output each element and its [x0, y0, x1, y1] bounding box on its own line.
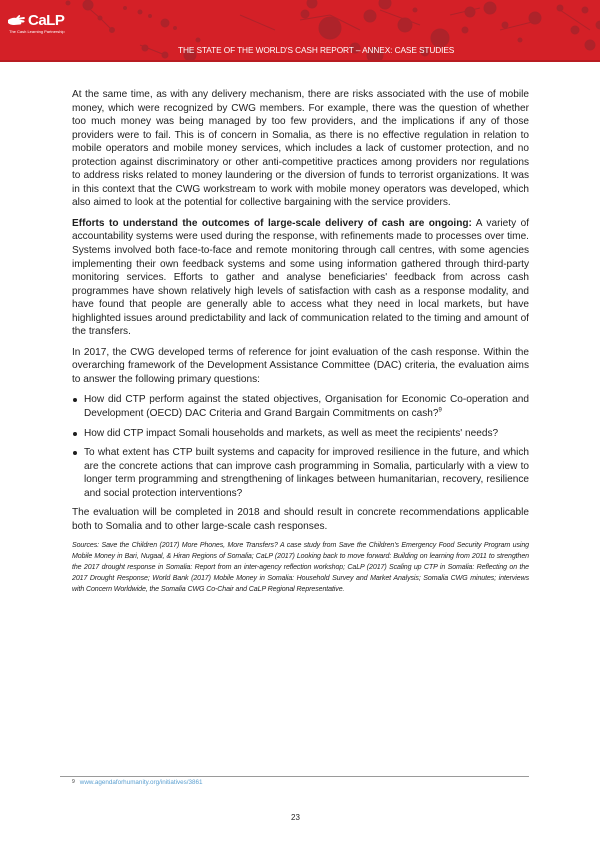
page-content [72, 88, 529, 602]
running-title: THE STATE OF THE WORLD'S CASH REPORT – ANNEX: CASE STUDIES [178, 45, 455, 55]
header-bottom-rule [0, 60, 600, 62]
paragraph-lead-in: Efforts to understand the outcomes of large-scale delivery of cash are ongoing: [72, 217, 472, 229]
list-item [72, 427, 529, 441]
list-item-text: How did CTP impact Somali households and markets, as well as meet the recipients' needs? [84, 427, 499, 439]
calp-logo [8, 12, 64, 29]
list-item-text: To what extent has CTP built systems and capacity for improved resilience in the future, and which are the concrete actions that can improve cash programming in Somalia, particularly with a view to longer term programming and strengthening of linkages between humanitarian, recovery, resilience and social protection interventions? [84, 447, 529, 499]
paragraph-evaluation-intro: In 2017, the CWG developed terms of reference for joint evaluation of the cash response. Within the overarching framework of the Development Assistance Committee (DAC) criteria, the evaluation aims to answer the following primary questions: [72, 346, 529, 385]
paragraph-mobile-money-risks: At the same time, as with any delivery mechanism, there are risks associated with the use of mobile money, which were recognized by CWG members. For example, there was the question of whether too much money was being managed by too few providers, and the implications if any of those providers were to fail. This is of concern in Somalia, as there is no effective regulation in relation to mobile operators and mobile money services, which includes a lack of customer protection, and no protection against discriminatory or other anti-competitive practices among providers nor regulations to address risks related to money laundering or the diversion of funds to terrorist organizations. It was in this context that the CWG workstream to work with mobile money operators was developed, which also aimed to look at the potential for collective bargaining with the service providers. [72, 89, 529, 209]
footnote-number: 9 [72, 779, 75, 785]
bullet-icon [73, 432, 77, 436]
page-header [0, 0, 600, 62]
logo-tagline: The Cash Learning Partnership [9, 29, 65, 34]
list-item [72, 446, 529, 500]
paragraph-body: A variety of accountability systems were used during the response, with refinements made to processes over time. Systems involved both face-to-face and remote monitoring through call centres, with some agencies implementing their own feedback systems and some using information gathered through third-party monitoring services. Efforts to gather and analyse beneficiaries' feedback from across cash programmes have shown relatively high levels of satisfaction with cash as a response modality, and have found that people are generally able to access what they need in local markets, but have highlighted issues around predictability and lack of communication related to the timing and amount of the transfers. [72, 217, 529, 338]
sources-note: Sources: Save the Children (2017) More Phones, More Transfers? A case study from Save the Children's Emergency Food Security Program using Mobile Money in Bari, Nugaal, & Hiran Regions of Somalia; CaLP (2017) Looking back to move forward: Building on learning from 2011 to strengthen the 2017 drought response in Somalia: Report from an inter-agency reflection workshop; CaLP (2017) Scaling up CTP in Somalia: Reflecting on the 2017 Drought Response; World Bank (2017) Mobile Money in Somalia: Household Survey and Market Analysis; Somalia CWG minutes; interviews with Concern Worldwide, the Somalia CWG Co-Chair and CaLP Regional Representative. [72, 542, 529, 594]
footnote-divider [60, 776, 529, 777]
paragraph-evaluation-completion: The evaluation will be completed in 2018 and should result in concrete recommendations applicable both to Somalia and to other large-scale cash responses. [72, 507, 529, 532]
list-item-text: How did CTP perform against the stated objectives, Organisation for Economic Co-operation and Development (OECD) DAC Criteria and Grand Bargain Commitments on cash? [84, 394, 529, 420]
evaluation-questions-list [72, 393, 529, 500]
paragraph-outcomes [72, 217, 529, 339]
bullet-icon [73, 451, 77, 455]
hand-icon [8, 15, 26, 27]
bullet-icon [73, 398, 77, 402]
footnote-ref[interactable]: 9 [438, 407, 442, 414]
page-number: 23 [291, 813, 300, 822]
footnote [72, 779, 203, 786]
logo-wordmark: CaLP [28, 12, 65, 29]
list-item [72, 393, 529, 420]
footnote-link[interactable]: www.agendaforhumanity.org/initiatives/3861 [79, 779, 203, 786]
